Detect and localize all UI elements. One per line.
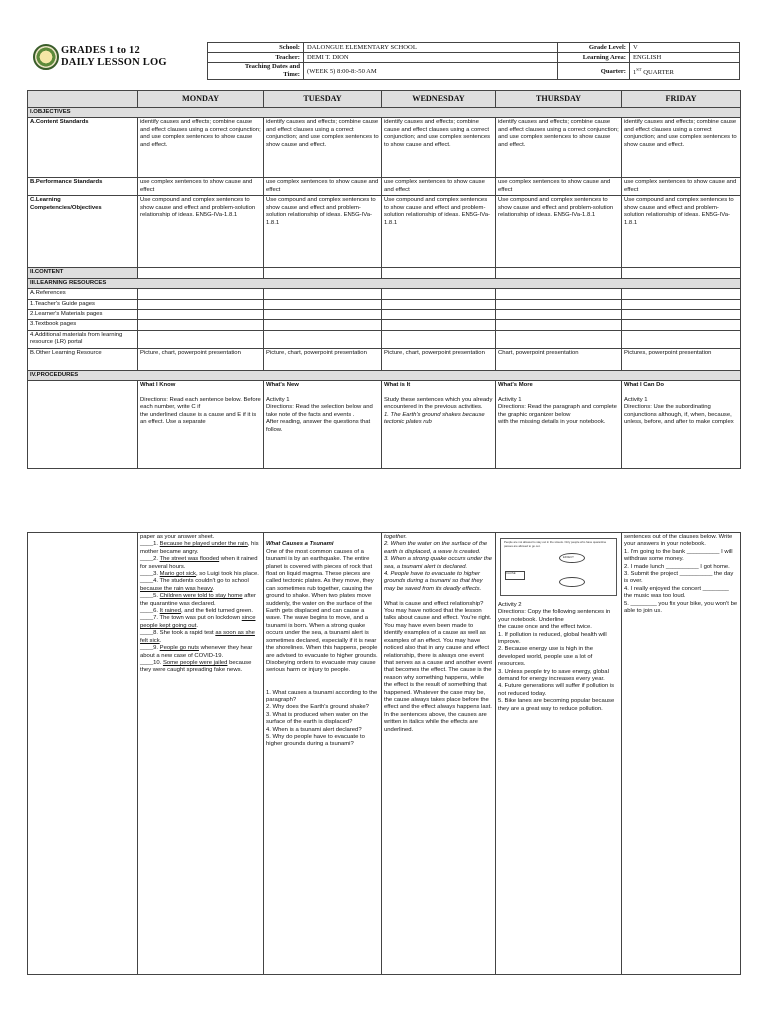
thursday-item: 2. Because energy use is high in the developed world, people use a lot of resources. <box>498 646 593 668</box>
friday-item: 4. I really enjoyed the concert ________ the music was too loud. <box>624 585 729 600</box>
teacher-name: DEMI T. DION <box>304 53 558 63</box>
learning-area: ENGLISH <box>630 53 740 63</box>
thursday-item: 5. Bike lanes are becoming popular because they are a great way to reduce pollution. <box>498 698 615 712</box>
teaching-dates: (WEEK 5) 8:00-8:-50 AM <box>304 63 558 80</box>
monday-item: ____10. Some people were jailed because they were caught spreading fake news. <box>140 659 252 674</box>
monday-item: ____7. The town was put on lockdown since people kept going out. <box>140 615 256 629</box>
monday-item: ____9. People go nuts whenever they hear about a new case of COVID-19. <box>140 645 253 659</box>
school-name: DALONGUE ELEMENTARY SCHOOL <box>304 43 558 53</box>
wednesday-activity: together. 2. When the water on the surface of the earth is displaced, a wave is created. 3. When a strong quake occurs under the sea, a tsunami alert is declared. 4. People have to evacuate to higher grounds during a tsunami so that they may be saved from its deadly effects. What is cause and effect relationship? You may have noticed that the lesson talks about cause and effect. You're right. You may have even been made to identify examples of a cause as well as examples of an effect. You may have noticed also that in any cause and effect relationship, there is always one event that serves as a cause and another event that becomes the effect. The cause is the reason why something happens, while the effect is the result of something that happened. Whatever the case may be, the cause always takes place before the effect and the effect always happens last. In the sentences above, the causes are written in italics while the effects are underlined. <box>382 533 496 975</box>
monday-item: ____3. Mario got sick, so Luigi took his place. <box>140 571 259 578</box>
monday-item: ____8. She took a rapid test as soon as she felt sick. <box>140 630 255 644</box>
section-content: II.CONTENT <box>28 268 138 278</box>
section-objectives: I.OBJECTIVES <box>28 108 741 118</box>
tuesday-question: 4. When is a tsunami alert declared? <box>266 726 362 733</box>
friday-item: 1. I'm going to the bank __________ I will withdraw some money. <box>624 548 733 563</box>
grade-level: V <box>630 43 740 53</box>
day-wednesday: WEDNESDAY <box>382 91 496 108</box>
friday-item: 5. ________ you fix your bike, you won't be able to join us. <box>624 600 738 615</box>
monday-item: ____2. The street was flooded when it rained for several hours. <box>140 556 258 570</box>
lesson-log-page-2 <box>27 532 740 975</box>
document-title: GRADES 1 to 12 DAILY LESSON LOG <box>61 45 167 68</box>
day-friday: FRIDAY <box>622 91 741 108</box>
tuesday-question: 1. What causes a tsunami according to the paragraph? <box>266 689 378 703</box>
thursday-item: 1. If pollution is reduced, global health will improve. <box>498 631 607 646</box>
deped-seal-logo <box>33 44 59 70</box>
thursday-item: 3. Unless people try to save energy, global demand for energy increases every year. <box>498 668 609 683</box>
tuesday-activity: What Causes a Tsunami One of the most common causes of a tsunami is by an earthquake. The entire planet is covered with pieces of rock that float on liquid magma. These pieces are called tectonic plates. As they move, they can sometimes rub together, causing the ground to shake. When two plates move suddenly, the water on the surface of the Earth gets displaced and can cause a wave. The wave begins to move, and a tsunami is born. When a strong quake occurs under the sea, a tsunami alert is sometimes declared, especially if it is near the shorelines. When this happens, people are advised to evacuate to higher grounds. Disobeying orders to evacuate may cause serious harm or injury to people. 1. What causes a tsunami according to the paragraph? 2. Why does the Earth's ground shake? 3. What is produced when water on the surface of the earth is displaced? 4. When is a tsunami alert declared? 5. Why do people have to evacuate to higher grounds during a tsunami? <box>264 533 382 975</box>
day-tuesday: TUESDAY <box>264 91 382 108</box>
tuesday-question: 2. Why does the Earth's ground shake? <box>266 704 369 711</box>
tuesday-question: 5. Why do people have to evacuate to higher grounds during a tsunami? <box>266 733 365 748</box>
thursday-activity: People are not allowed to stay out in the streets. Only people who have quarantine passes are allowed to go out. CAUSE EFFECT Activity 2 Directions: Copy the following sentences in your notebook. Underline the cause once and the effect twice. 1. If pollution is reduced, global health will improve. 2. Because energy use is high in the developed world, people use a lot of resources. 3. Unless people try to save energy, global demand for energy increases every year. 4. Future generations will suffer if pollution is not reduced today. 5. Bike lanes are becoming popular because they are a great way to reduce pollution. <box>496 533 622 975</box>
lesson-table-top: MONDAY TUESDAY WEDNESDAY THURSDAY FRIDAY I.OBJECTIVES A.Content Standards identify causes and effects; combine cause and effect clauses using a correct conjunction; and use complex sentences to show cause and effect. identify causes and effects; combine cause and effect clauses using a correct conjunction; and use complex sentences to show cause and effect. identify causes and effects; combine cause and effect clauses using a correct conjunction; and use complex sentences to show cause and effect. identify causes and effects; combine cause and effect clauses using a correct conjunction; and use complex sentences to show cause and effect. identify causes and effects; combine cause and effect clauses using a correct conjunction; and use complex sentences to show cause and effect. B.Performance Standards use complex sentences to show cause and effect use complex sentences to show cause and effect use complex sentences to show cause and effect use complex sentences to show cause and effect use complex sentences to show cause and effect C.Learning Competencies/Objectives Use compound and complex sentences to show cause and effect and problem-solution relationship of ideas. EN5G-IVa-1.8.1 Use compound and complex sentences to show cause and effect and problem-solution relationship of ideas. EN5G-IVa-1.8.1 Use compound and complex sentences to show cause and effect and problem-solution relationship of ideas. EN5G-IVa-1.8.1 Use compound and complex sentences to show cause and effect and problem-solution relationship of ideas. EN5G-IVa-1.8.1 Use compound and complex sentences to show cause and effect and problem-solution relationship of ideas. EN5G-IVa-1.8.1 II.CONTENT III.LEARNING RESOURCES A.References 1.Teacher's Guide pages 2.Learner's Materials pages 3.Textbook pages 4.Additional materials from learning resource (LR) portal B.Other Learning Resource Picture, chart, powerpoint presentation Picture, chart, powerpoint presentation Picture, chart, powerpoint presentation Chart, powerpoint presentation Pictures, powerpoint presentation IV.PROCEDURES What I Know Directions: Read each sentence below. Before each number, write C if the underlined clause is a cause and E if it is an effect. Use a separate What's New Activity 1 Directions: Read the selection below and take note of the facts and events . After reading, answer the questions that follow. What is It Study these sentences which you already encountered in the previous activities. 1. The Earth's ground shakes because tectonic plates rub What's More Activity 1 Directions: Read the paragraph and complete the graphic organizer below with the missing details in your notebook. What I Can Do Activity 1 Directions: Use the subordinating conjunctions although, if, when, because, unless, before, and after to make complex <box>27 90 741 469</box>
lesson-log-page-1 <box>27 90 740 469</box>
monday-activity: paper as your answer sheet. ____1. Because he played under the rain, his mother became angry. ____2. The street was flooded when it rained for several hours. ____3. Mario got sick, so Luigi took his place. ____4. The students couldn't go to school because the rain was heavy. ____5. Children were told to stay home after the quarantine was declared. ____6. It rained, and the field turned green. ____7. The town was put on lockdown since people kept going out. ____8. She took a rapid test as soon as she felt sick. ____9. People go nuts whenever they hear about a new case of COVID-19. ____10. Some people were jailed because they were caught spreading fake news. <box>138 533 264 975</box>
monday-item: ____5. Children were told to stay home after the quarantine was declared. <box>140 593 256 607</box>
tuesday-question: 3. What is produced when water on the surface of the earth is displaced? <box>266 711 369 726</box>
corner-cell <box>28 91 138 108</box>
section-procedures: IV.PROCEDURES <box>28 370 741 380</box>
monday-item: ____1. Because he played under the rain, his mother became angry. <box>140 541 259 555</box>
section-resources: III.LEARNING RESOURCES <box>28 278 741 288</box>
thursday-item: 4. Future generations will suffer if pollution is not reduced today. <box>498 683 615 697</box>
header-info-table: School: DALONGUE ELEMENTARY SCHOOL Grade Level: V Teacher: DEMI T. DION Learning Area: ENGLISH Teaching Dates and Time: (WEEK 5) 8:00-8:-50 AM Quarter: 1ST QUARTER <box>207 42 740 80</box>
friday-activity: sentences out of the clauses below. Write your answers in your notebook. 1. I'm going to the bank __________ I will withdraw some money. 2. I made lunch __________ I got home. 3. Submit the project __________ the day is over. 4. I really enjoyed the concert ________ the music was too loud. 5. ________ you fix your bike, you won't be able to join us. <box>622 533 741 975</box>
quarter: 1ST QUARTER <box>630 63 740 80</box>
lesson-table-bottom <box>27 532 741 975</box>
friday-item: 3. Submit the project __________ the day is over. <box>624 571 734 585</box>
day-monday: MONDAY <box>138 91 264 108</box>
header <box>27 42 740 82</box>
friday-item: 2. I made lunch __________ I got home. <box>624 563 730 570</box>
monday-item: ____4. The students couldn't go to school because the rain was heavy. <box>140 578 249 592</box>
day-thursday: THURSDAY <box>496 91 622 108</box>
monday-item: ____6. It rained, and the field turned green. <box>140 608 254 615</box>
graphic-organizer: People are not allowed to stay out in the streets. Only people who have quarantine passes are allowed to go out. CAUSE EFFECT <box>500 538 617 596</box>
